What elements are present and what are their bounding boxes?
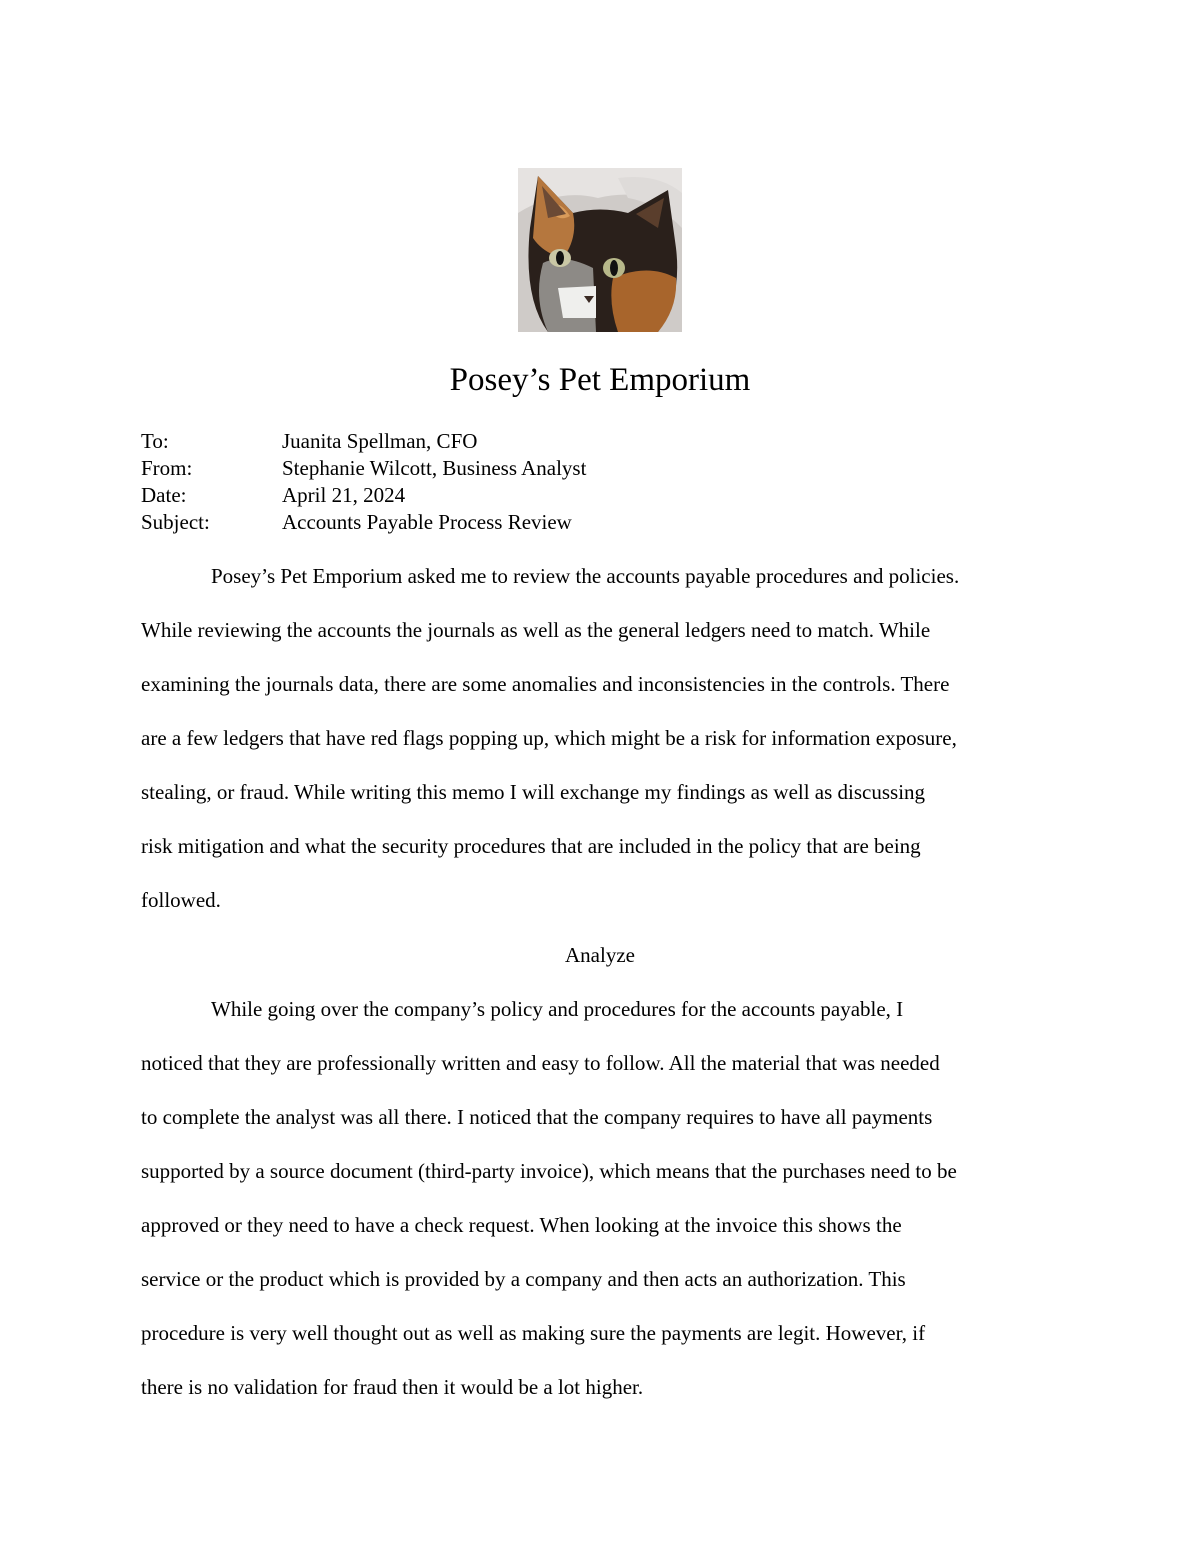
memo-header xyxy=(141,428,586,536)
memo-subject-value: Accounts Payable Process Review xyxy=(282,510,572,534)
paragraph-line: procedure is very well thought out as well as making sure the payments are legit. However, if xyxy=(141,1321,926,1345)
analyze-paragraph xyxy=(141,982,1059,1414)
paragraph-line: approved or they need to have a check request. When looking at the invoice this shows the xyxy=(141,1213,902,1237)
paragraph-line: service or the product which is provided by a company and then acts an authorization. This xyxy=(141,1267,906,1291)
intro-paragraph xyxy=(141,549,1059,927)
memo-to-value: Juanita Spellman, CFO xyxy=(282,429,478,453)
memo-from-row xyxy=(141,455,586,482)
memo-subject-label: Subject: xyxy=(141,510,210,534)
memo-date-label: Date: xyxy=(141,483,187,507)
memo-from-label: From: xyxy=(141,456,193,480)
paragraph-line: there is no validation for fraud then it would be a lot higher. xyxy=(141,1375,644,1399)
section-heading-analyze: Analyze xyxy=(565,943,635,967)
paragraph-line: followed. xyxy=(141,888,221,912)
memo-subject-row xyxy=(141,509,586,536)
paragraph-line: While reviewing the accounts the journals as well as the general ledgers need to match. While xyxy=(141,618,931,642)
memo-to-label: To: xyxy=(141,429,169,453)
company-title: Posey’s Pet Emporium xyxy=(449,362,751,398)
calico-cat-icon xyxy=(518,168,682,332)
paragraph-line: Posey’s Pet Emporium asked me to review the accounts payable procedures and policies. xyxy=(211,564,960,588)
paragraph-line: risk mitigation and what the security procedures that are included in the policy that are being xyxy=(141,834,921,858)
memo-from-value: Stephanie Wilcott, Business Analyst xyxy=(282,456,587,480)
paragraph-line: While going over the company’s policy and procedures for the accounts payable, I xyxy=(211,997,904,1021)
paragraph-line: supported by a source document (third-party invoice), which means that the purchases need to be xyxy=(141,1159,957,1183)
company-logo-photo xyxy=(518,168,682,332)
paragraph-line: noticed that they are professionally written and easy to follow. All the material that was needed xyxy=(141,1051,940,1075)
memo-to-row xyxy=(141,428,586,455)
memo-date-row xyxy=(141,482,586,509)
paragraph-line: to complete the analyst was all there. I noticed that the company requires to have all payments xyxy=(141,1105,933,1129)
paragraph-line: are a few ledgers that have red flags popping up, which might be a risk for information exposure, xyxy=(141,726,957,750)
paragraph-line: stealing, or fraud. While writing this memo I will exchange my findings as well as discussing xyxy=(141,780,926,804)
memo-date-value: April 21, 2024 xyxy=(282,483,406,507)
paragraph-line: examining the journals data, there are some anomalies and inconsistencies in the controls. There xyxy=(141,672,950,696)
